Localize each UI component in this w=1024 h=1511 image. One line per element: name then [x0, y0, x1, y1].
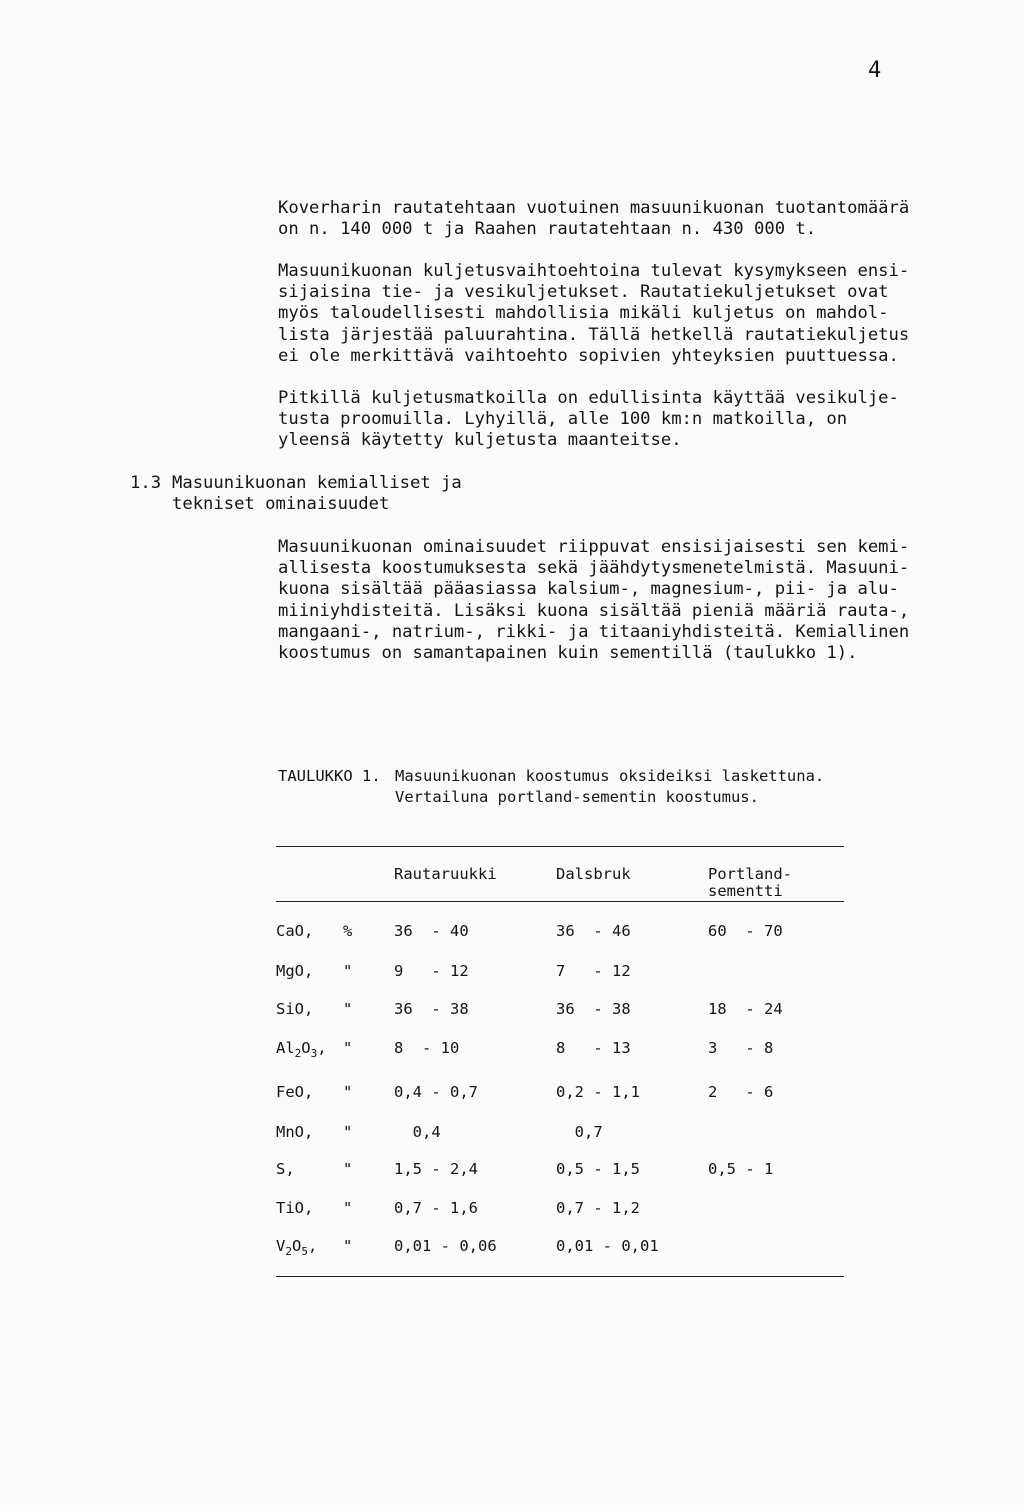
- paragraph-line: lista järjestää paluurahtina. Tällä hetkellä rautatiekuljetus: [278, 324, 910, 345]
- oxide-cell: TiO,: [276, 1199, 314, 1217]
- header-rautaruukki: Rautaruukki: [394, 865, 497, 883]
- portland-cell: 18 - 24: [708, 1000, 783, 1018]
- paragraph-line: Pitkillä kuljetusmatkoilla on edullisinta käyttää vesikulje-: [278, 388, 899, 408]
- paragraph-line: on n. 140 000 t ja Raahen rautatehtaan n. 430 000 t.: [278, 219, 817, 240]
- paragraph-line: Masuunikuonan ominaisuudet riippuvat ensisijaisesti sen kemi-: [278, 537, 910, 557]
- paragraph-production: [278, 198, 938, 240]
- paragraph-transport-options: [278, 261, 938, 367]
- table-top-rule: [276, 846, 844, 847]
- rautaruukki-cell: 0,4: [394, 1123, 441, 1141]
- unit-cell: ": [343, 1000, 353, 1018]
- paragraph-line: sijaisina tie- ja vesikuljetukset. Rautatiekuljetukset ovat: [278, 282, 889, 303]
- section-number: 1.3: [130, 473, 162, 493]
- section-heading: [130, 473, 462, 515]
- oxide-cell: S,: [276, 1160, 295, 1178]
- rautaruukki-cell: 1,5 - 2,4: [394, 1160, 478, 1178]
- oxide-cell: SiO,: [276, 1000, 314, 1018]
- paragraph-line: Masuunikuonan kuljetusvaihtoehtoina tulevat kysymykseen ensi-: [278, 261, 910, 281]
- rautaruukki-cell: 0,01 - 0,06: [394, 1237, 497, 1255]
- paragraph-line: Koverharin rautatehtaan vuotuinen masuunikuonan tuotantomäärä: [278, 198, 910, 218]
- unit-cell: %: [343, 922, 353, 940]
- table-bottom-rule: [276, 1276, 844, 1277]
- portland-cell: 2 - 6: [708, 1083, 774, 1101]
- dalsbruk-cell: 36 - 38: [556, 1000, 631, 1018]
- section-title-line: Masuunikuonan kemialliset ja: [172, 473, 462, 493]
- paragraph-line: koostumus on samantapainen kuin sementillä (taulukko 1).: [278, 643, 858, 664]
- page-number: 4: [868, 58, 882, 83]
- dalsbruk-cell: 0,01 - 0,01: [556, 1237, 659, 1255]
- paragraph-distances: [278, 388, 938, 452]
- rautaruukki-cell: 36 - 38: [394, 1000, 469, 1018]
- paragraph-line: myös taloudellisesti mahdollisia mikäli kuljetus on mahdol-: [278, 303, 889, 324]
- paragraph-line: yleensä käytetty kuljetusta maanteitse.: [278, 430, 682, 451]
- paragraph-line: kuona sisältää pääasiassa kalsium-, magnesium-, pii- ja alu-: [278, 579, 899, 600]
- paragraph-line: mangaani-, natrium-, rikki- ja titaaniyhdisteitä. Kemiallinen: [278, 621, 910, 642]
- unit-cell: ": [343, 1123, 353, 1141]
- oxide-cell: MnO,: [276, 1123, 314, 1141]
- rautaruukki-cell: 8 - 10: [394, 1039, 460, 1057]
- rautaruukki-cell: 0,7 - 1,6: [394, 1199, 478, 1217]
- unit-cell: ": [343, 1237, 353, 1255]
- oxide-cell: CaO,: [276, 922, 314, 940]
- unit-cell: ": [343, 1160, 353, 1178]
- table-caption-line: Vertailuna portland-sementin koostumus.: [395, 788, 759, 806]
- unit-cell: ": [343, 1039, 353, 1057]
- header-dalsbruk: Dalsbruk: [556, 865, 631, 883]
- oxide-cell: FeO,: [276, 1083, 314, 1101]
- rautaruukki-cell: 9 - 12: [394, 962, 469, 980]
- rautaruukki-cell: 0,4 - 0,7: [394, 1083, 478, 1101]
- dalsbruk-cell: 8 - 13: [556, 1039, 631, 1057]
- unit-cell: ": [343, 1083, 353, 1101]
- oxide-cell: $Al_2O_3$,: [276, 1039, 327, 1060]
- dalsbruk-cell: 0,2 - 1,1: [556, 1083, 640, 1101]
- header-portland: Portland-: [708, 865, 792, 883]
- paragraph-line: allisesta koostumuksesta sekä jäähdytysmenetelmistä. Masuuni-: [278, 558, 910, 579]
- dalsbruk-cell: 7 - 12: [556, 962, 631, 980]
- rautaruukki-cell: 36 - 40: [394, 922, 469, 940]
- dalsbruk-cell: 0,7: [556, 1123, 603, 1141]
- table-caption-line: Masuunikuonan koostumus oksideiksi laskettuna.: [395, 767, 825, 785]
- unit-cell: ": [343, 962, 353, 980]
- dalsbruk-cell: 0,7 - 1,2: [556, 1199, 640, 1217]
- oxide-cell: MgO,: [276, 962, 314, 980]
- portland-cell: 3 - 8: [708, 1039, 774, 1057]
- dalsbruk-cell: 0,5 - 1,5: [556, 1160, 640, 1178]
- paragraph-line: ei ole merkittävä vaihtoehto sopivien yhteyksien puuttuessa.: [278, 345, 899, 366]
- section-title-line: tekniset ominaisuudet: [172, 494, 390, 515]
- oxide-cell: $V_2O_5$,: [276, 1237, 318, 1258]
- paragraph-properties: [278, 537, 938, 664]
- portland-cell: 60 - 70: [708, 922, 783, 940]
- portland-cell: 0,5 - 1: [708, 1160, 774, 1178]
- table-caption-label: TAULUKKO 1.: [278, 767, 381, 785]
- unit-cell: ": [343, 1199, 353, 1217]
- paragraph-line: tusta proomuilla. Lyhyillä, alle 100 km:n matkoilla, on: [278, 409, 848, 430]
- paragraph-line: miiniyhdisteitä. Lisäksi kuona sisältää pieniä määriä rauta-,: [278, 600, 910, 621]
- dalsbruk-cell: 36 - 46: [556, 922, 631, 940]
- table-header-rule: [276, 901, 844, 902]
- header-sementti: sementti: [708, 882, 783, 900]
